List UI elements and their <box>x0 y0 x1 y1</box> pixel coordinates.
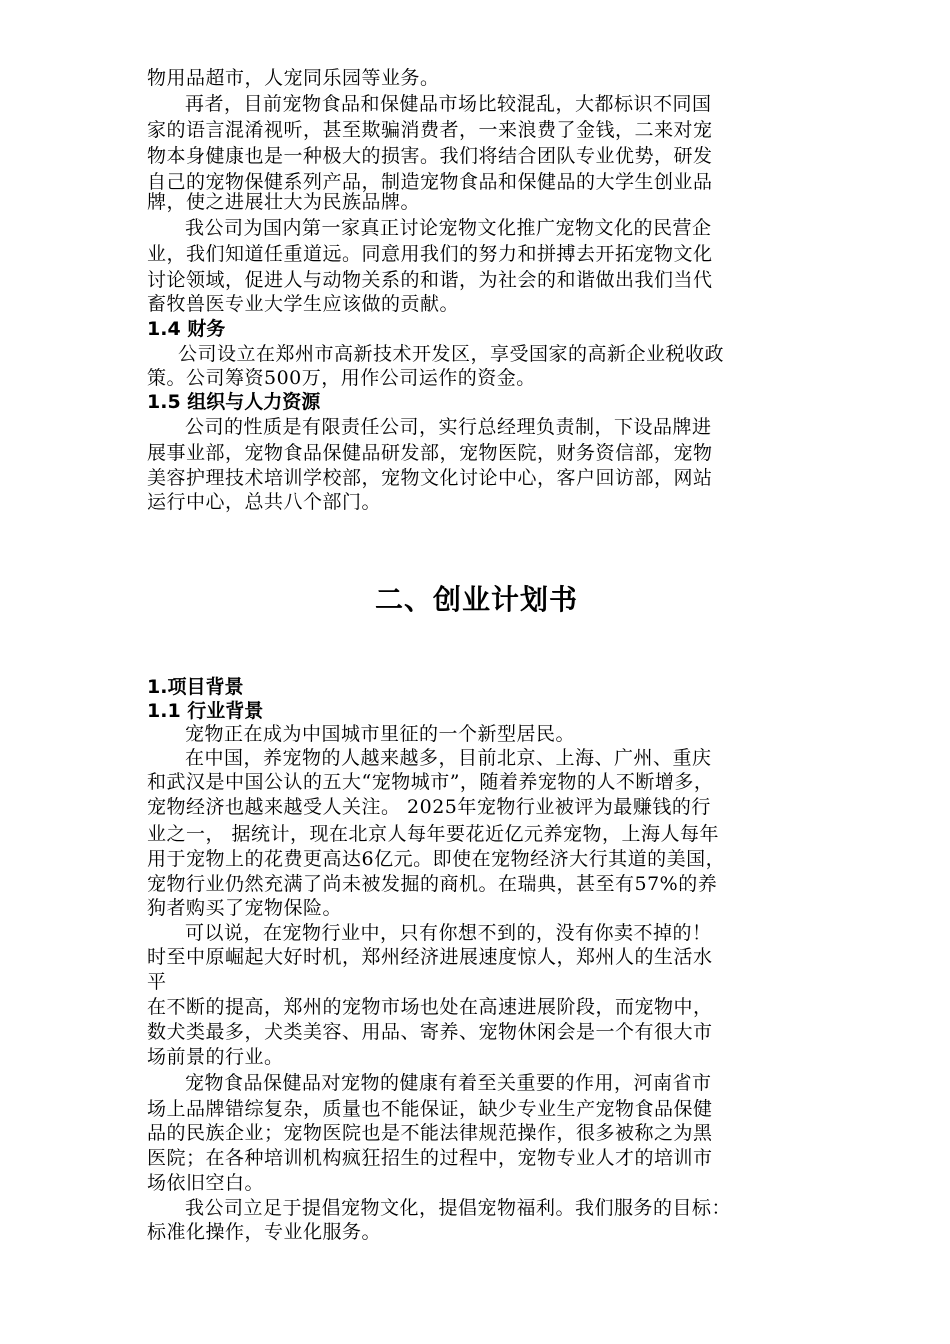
paragraph-line: 牌，使之进展壮大为民族品牌。 <box>147 191 421 213</box>
section-heading-project: 1.项目背景 <box>147 676 244 698</box>
paragraph-line: 平 <box>147 971 167 993</box>
paragraph-line: 业，我们知道任重道远。同意用我们的努力和拼搏去开拓宠物文化 <box>147 243 713 265</box>
paragraph-line: 物本身健康也是一种极大的损害。我们将结合团队专业优势，研发 <box>147 145 713 167</box>
paragraph-line: 宠物食品保健品对宠物的健康有着至关重要的作用，河南省市 <box>185 1072 712 1094</box>
paragraph-line: 狗者购买了宠物保险。 <box>147 897 343 919</box>
paragraph-line: 再者，目前宠物食品和保健品市场比较混乱，大都标识不同国 <box>185 93 712 115</box>
subsection-heading-industry: 1.1 行业背景 <box>147 700 264 722</box>
paragraph-line: 在中国，养宠物的人越来越多，目前北京、上海、广州、重庆 <box>185 747 712 769</box>
paragraph-line: 业之一， 据统计，现在北京人每年要花近亿元养宠物，上海人每年 <box>147 823 720 845</box>
paragraph-line: 家的语言混淆视听，甚至欺骗消费者，一来浪费了金钱，二来对宠 <box>147 119 713 141</box>
paragraph-line: 数犬类最多，犬类美容、用品、寄养、宠物休闲会是一个有很大市 <box>147 1021 713 1043</box>
paragraph-line: 自己的宠物保健系列产品，制造宠物食品和保健品的大学生创业品 <box>147 171 713 193</box>
section-heading-finance: 1.4 财务 <box>147 318 226 340</box>
paragraph-line: 在不断的提高，郑州的宠物市场也处在高速进展阶段，而宠物中， <box>147 996 713 1018</box>
paragraph-line: 宠物行业仍然充满了尚未被发掘的商机。在瑞典，甚至有57%的养 <box>147 873 718 895</box>
paragraph-line: 时至中原崛起大好时机，郑州经济进展速度惊人，郑州人的生活水 <box>147 946 713 968</box>
paragraph-line: 展事业部，宠物食品保健品研发部，宠物医院，财务资信部，宠物 <box>147 442 713 464</box>
paragraph-line: 物用品超市，人宠同乐园等业务。 <box>147 67 440 89</box>
paragraph-line: 标准化操作，专业化服务。 <box>147 1221 382 1243</box>
paragraph-line: 公司的性质是有限责任公司，实行总经理负责制，下设品牌进 <box>185 416 712 438</box>
paragraph-line: 宠物经济也越来越受人关注。 2025年宠物行业被评为最赚钱的行 <box>147 796 711 818</box>
paragraph-line: 美容护理技术培训学校部，宠物文化讨论中心，客户回访部，网站 <box>147 467 713 489</box>
paragraph-line: 我公司为国内第一家真正讨论宠物文化推广宠物文化的民营企 <box>185 217 712 239</box>
paragraph-line: 畜牧兽医专业大学生应该做的贡献。 <box>147 293 460 315</box>
paragraph-line: 医院；在各种培训机构疯狂招生的过程中，宠物专业人才的培训市 <box>147 1147 713 1169</box>
paragraph-line: 用于宠物上的花费更高达6亿元。即使在宠物经济大行其道的美国， <box>147 848 726 870</box>
section-heading-organization: 1.5 组织与人力资源 <box>147 391 321 413</box>
paragraph-line: 讨论领域，促进人与动物关系的和谐，为社会的和谐做出我们当代 <box>147 269 713 291</box>
paragraph-line: 策。公司筹资500万，用作公司运作的资金。 <box>147 367 536 389</box>
paragraph-line: 场依旧空白。 <box>147 1172 265 1194</box>
paragraph-line: 和武汉是中国公认的五大“宠物城市”，随着养宠物的人不断增多， <box>147 771 714 793</box>
paragraph-line: 品的民族企业；宠物医院也是不能法律规范操作，很多被称之为黑 <box>147 1122 713 1144</box>
paragraph-line: 运行中心，总共八个部门。 <box>147 491 382 513</box>
paragraph-line: 可以说，在宠物行业中，只有你想不到的，没有你卖不掉的！ <box>185 922 712 944</box>
paragraph-line: 我公司立足于提倡宠物文化，提倡宠物福利。我们服务的目标： <box>185 1197 732 1219</box>
paragraph-line: 场前景的行业。 <box>147 1046 284 1068</box>
paragraph-line: 公司设立在郑州市高新技术开发区，享受国家的高新企业税收政 <box>178 343 725 365</box>
paragraph-line: 宠物正在成为中国城市里征的一个新型居民。 <box>185 723 576 745</box>
chapter-title: 二、创业计划书 <box>375 583 579 616</box>
paragraph-line: 场上品牌错综复杂，质量也不能保证，缺少专业生产宠物食品保健 <box>147 1098 713 1120</box>
